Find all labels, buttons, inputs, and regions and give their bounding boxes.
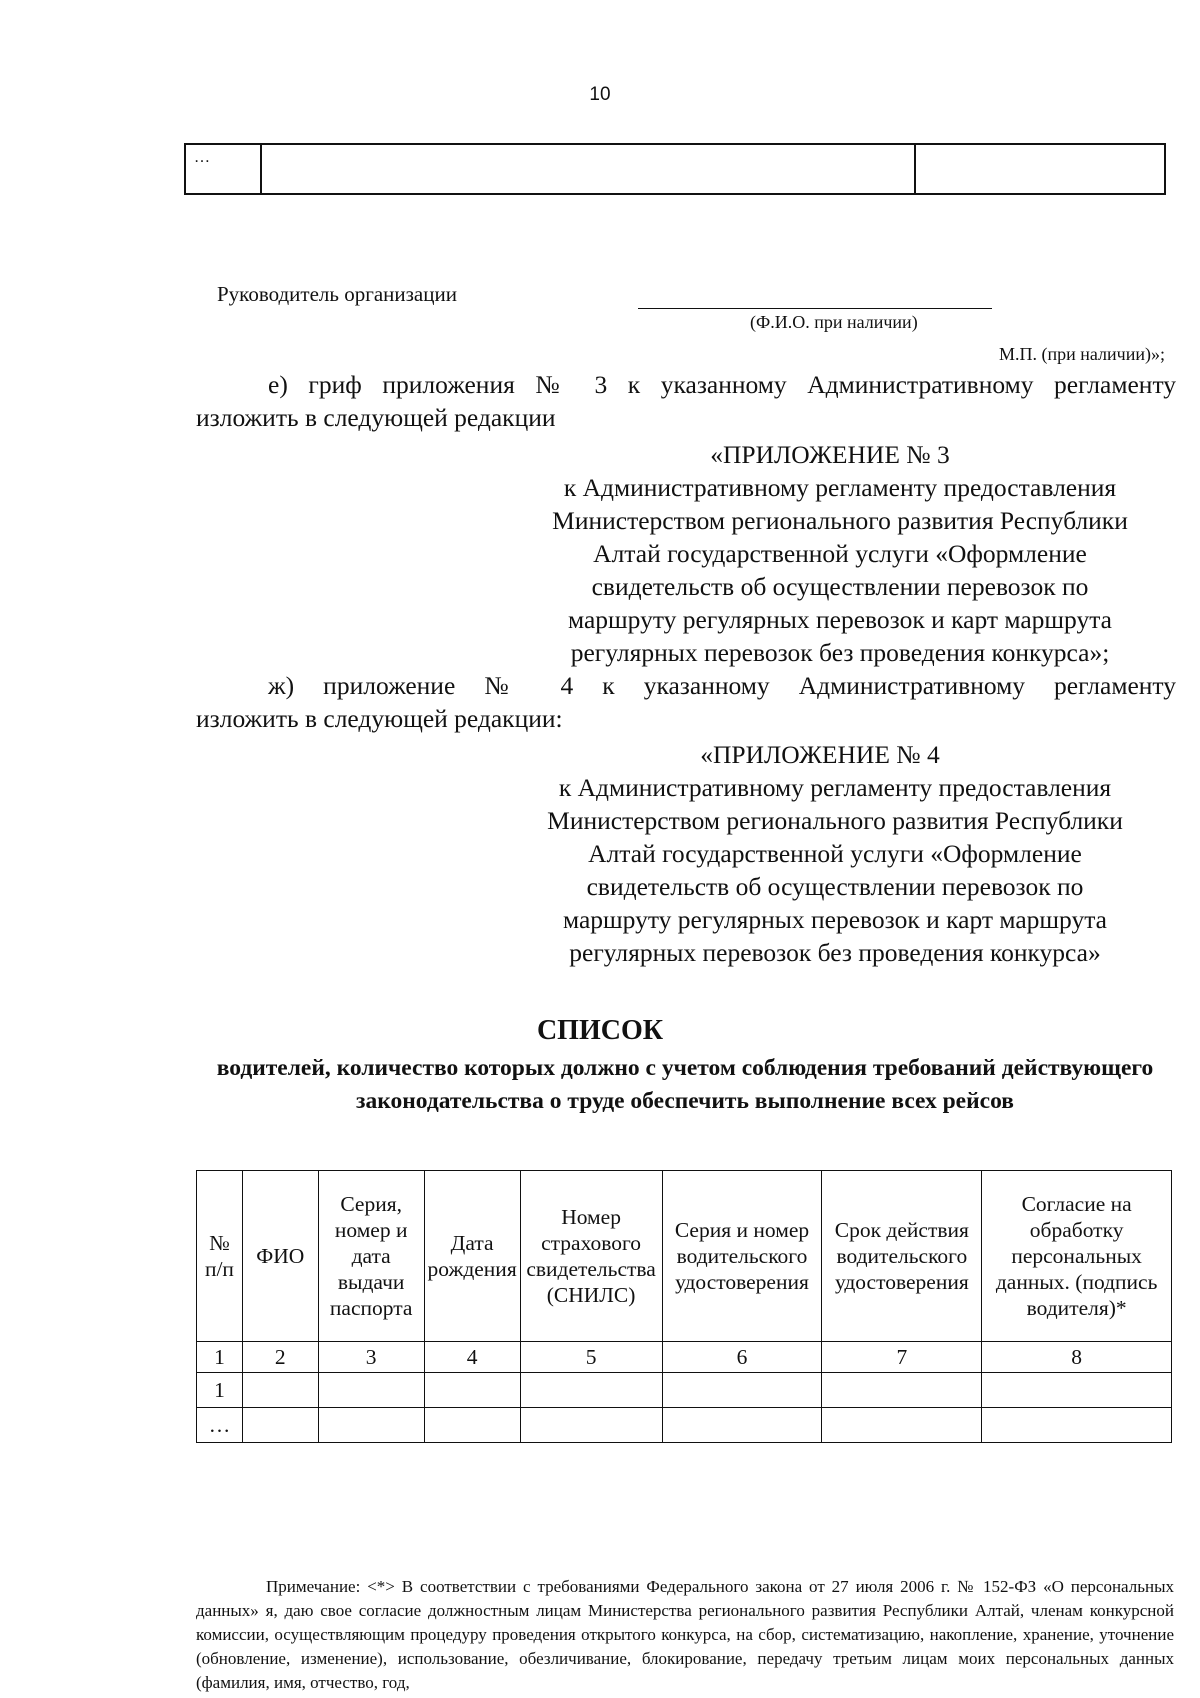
column-number-cell: 1: [197, 1342, 243, 1373]
fio-caption: (Ф.И.О. при наличии): [750, 312, 918, 332]
table-cell: [822, 1373, 982, 1408]
column-number-cell: 8: [982, 1342, 1172, 1373]
header-cell-passport: Серия, номер и дата выдачи паспорта: [318, 1171, 424, 1342]
header-cell-fio: ФИО: [242, 1171, 318, 1342]
appendix4-line: Алтай государственной услуги «Оформление: [588, 839, 1082, 868]
table-cell: [520, 1408, 662, 1443]
appendix3-line: Алтай государственной услуги «Оформление: [593, 539, 1087, 568]
table-row: [197, 1408, 1172, 1443]
table-cell: [662, 1373, 822, 1408]
signature-line: [638, 308, 992, 309]
header-cell-number: № п/п: [197, 1171, 243, 1342]
appendix3-line: Министерством регионального развития Республики: [552, 506, 1128, 535]
column-number-cell: 7: [822, 1342, 982, 1373]
table-row: [197, 1373, 1172, 1408]
table-cell: [822, 1408, 982, 1443]
note-text: Примечание: <*> В соответствии с требованиями Федерального закона от 27 июля 2006 г. № 152-ФЗ «О персональных данных» я, даю свое согласие должностным лицам Министерства регионального развития Республики Алтай, членам конкурсной комиссии, осуществляющим процедуру проведения открытого конкурса, на сбор, систематизацию, накопление, хранение, уточнение (обновление, изменение), использование, обезличивание, блокирование, передачу третьим лицам моих персональных данных (фамилия, имя, отчество, год,: [196, 1577, 1174, 1692]
appendix4-block: [495, 771, 1175, 969]
item-e-continuation: изложить в следующей редакции: [196, 403, 556, 432]
appendix4-line: свидетельств об осуществлении перевозок по: [586, 872, 1084, 901]
item-zh-continuation: изложить в следующей редакции:: [196, 704, 563, 733]
appendix3-line: маршруту регулярных перевозок и карт маршрута: [568, 605, 1112, 634]
column-number-cell: 2: [242, 1342, 318, 1373]
header-cell-consent: Согласие на обработку персональных данных. (подпись водителя)*: [982, 1171, 1172, 1342]
seal-caption: М.П. (при наличии)»;: [999, 344, 1165, 364]
table-cell: [424, 1373, 520, 1408]
appendix4-line: регулярных перевозок без проведения конкурса»: [569, 938, 1101, 967]
list-title: СПИСОК: [536, 1015, 664, 1046]
appendix4-line: к Административному регламенту предоставления: [558, 773, 1112, 802]
appendix3-line: к Административному регламенту предоставления: [563, 473, 1117, 502]
column-number-cell: 4: [424, 1342, 520, 1373]
signature-label: Руководитель организации: [217, 282, 457, 306]
item-e-text: е) гриф приложения № 3 к указанному Административному регламенту: [268, 370, 1176, 399]
header-cell-snils: Номер страхового свидетельства (СНИЛС): [520, 1171, 662, 1342]
table-cell: [318, 1373, 424, 1408]
column-number-cell: 5: [520, 1342, 662, 1373]
table-cell: [424, 1408, 520, 1443]
header-cell-license-validity: Срок действия водительского удостоверения: [822, 1171, 982, 1342]
header-cell-license-number: Серия и номер водительского удостоверения: [662, 1171, 822, 1342]
list-subtitle: водителей, количество которых должно с учетом соблюдения требований действующего законодательства о труде обеспечить выполнение всех рейсов: [216, 1055, 1154, 1114]
table-cell: [318, 1408, 424, 1443]
drivers-table: [196, 1170, 1172, 1443]
table-cell: 1: [197, 1373, 243, 1408]
table-cell: [520, 1373, 662, 1408]
appendix3-title: «ПРИЛОЖЕНИЕ № 3: [710, 440, 950, 469]
table-cell: [242, 1373, 318, 1408]
header-cell-birth-date: Дата рождения: [424, 1171, 520, 1342]
appendix3-line: регулярных перевозок без проведения конкурса»;: [570, 638, 1110, 667]
top-table-cell-3: [915, 144, 1165, 194]
item-zh-text: ж) приложение № 4 к указанному Административному регламенту: [268, 671, 1176, 700]
appendix3-line: свидетельств об осуществлении перевозок по: [591, 572, 1089, 601]
column-number-cell: 6: [662, 1342, 822, 1373]
appendix4-line: маршруту регулярных перевозок и карт маршрута: [563, 905, 1107, 934]
table-cell: [662, 1408, 822, 1443]
top-table-cell-1: …: [185, 144, 261, 194]
table-cell: [982, 1408, 1172, 1443]
table-cell: …: [197, 1408, 243, 1443]
appendix4-line: Министерством регионального развития Республики: [547, 806, 1123, 835]
appendix4-title: «ПРИЛОЖЕНИЕ № 4: [700, 740, 940, 769]
table-cell: [242, 1408, 318, 1443]
page-number: 10: [589, 84, 611, 105]
top-table: [184, 143, 1166, 195]
column-number-cell: 3: [318, 1342, 424, 1373]
appendix3-block: [500, 471, 1180, 669]
top-table-cell-2: [261, 144, 915, 194]
table-cell: [982, 1373, 1172, 1408]
